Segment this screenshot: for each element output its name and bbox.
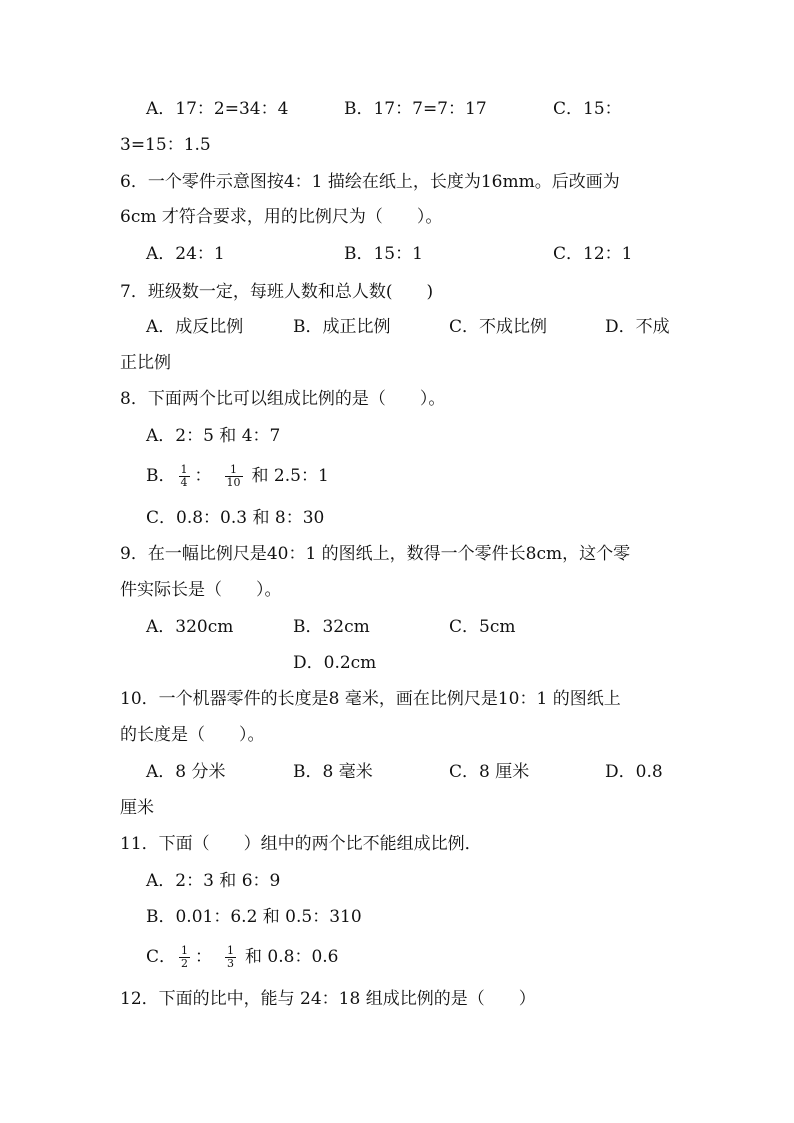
fraction-denominator: 10 (226, 476, 241, 489)
fraction-numerator: 1 (225, 464, 243, 477)
q5-option-c-continued: 3=15：1.5 (120, 135, 211, 155)
q9-option-b: B．32cm (293, 617, 370, 637)
q10-option-a: A．8 分米 (146, 762, 226, 782)
q5-option-c: C．15： (553, 99, 622, 119)
q11-option-b: B．0.01：6.2 和 0.5：310 (146, 907, 362, 927)
q11-fraction-2 (225, 945, 236, 970)
q11-option-c-suffix: 和 0.8：0.6 (245, 947, 339, 967)
q8-option-b-label: B． (146, 466, 176, 486)
q7-option-d: D．不成 (605, 317, 670, 337)
q10-option-d-continued: 厘米 (120, 798, 154, 818)
q7-stem: 7．班级数一定，每班人数和总人数( ) (120, 282, 434, 302)
fraction-denominator: 4 (180, 476, 188, 489)
q6-stem-line1: 6．一个零件示意图按4：1 描绘在纸上，长度为16mm。后改画为 (120, 172, 620, 192)
q7-option-d-continued: 正比例 (120, 353, 171, 373)
q7-option-a: A．成反比例 (146, 317, 244, 337)
q9-stem-line1: 9．在一幅比例尺是40：1 的图纸上，数得一个零件长8cm，这个零 (120, 544, 631, 564)
fraction-numerator: 1 (181, 944, 189, 957)
ratio-colon: ： (195, 947, 213, 967)
q8-option-b (146, 459, 329, 493)
q8-stem: 8．下面两个比可以组成比例的是（ ）。 (120, 389, 446, 409)
q9-stem-line2: 件实际长是（ ）。 (120, 580, 282, 600)
q12-stem: 12．下面的比中，能与 24：18 组成比例的是（ ） (120, 989, 536, 1009)
q10-option-d: D．0.8 (605, 762, 663, 782)
q10-option-b: B．8 毫米 (293, 762, 373, 782)
q11-option-c-label: C． (146, 947, 177, 967)
fraction-numerator: 1 (227, 944, 235, 957)
q10-stem-line1: 10．一个机器零件的长度是8 毫米，画在比例尺是10：1 的图纸上 (120, 689, 621, 709)
q10-option-c: C．8 厘米 (449, 762, 530, 782)
q6-option-b: B．15：1 (344, 244, 423, 264)
q9-option-d: D．0.2cm (293, 653, 377, 673)
q9-option-a: A．320cm (146, 617, 234, 637)
q11-option-c (146, 940, 339, 974)
q7-option-b: B．成正比例 (293, 317, 391, 337)
fraction-denominator: 3 (227, 957, 235, 970)
fraction-numerator: 1 (180, 463, 188, 476)
q6-option-a: A．24：1 (146, 244, 225, 264)
q11-option-a: A．2：3 和 6：9 (146, 871, 281, 891)
q8-option-b-suffix: 和 2.5：1 (251, 466, 329, 486)
q9-option-c: C．5cm (449, 617, 516, 637)
q8-option-c: C．0.8：0.3 和 8：30 (146, 508, 325, 528)
q5-option-b: B．17：7=7：17 (344, 99, 487, 119)
q8-fraction-1 (179, 464, 190, 489)
q11-stem: 11．下面（ ）组中的两个比不能组成比例． (120, 834, 482, 854)
q7-option-c: C．不成比例 (449, 317, 548, 337)
fraction-denominator: 2 (181, 957, 189, 970)
q8-fraction-2 (225, 464, 243, 489)
q10-stem-line2: 的长度是（ ）。 (120, 725, 265, 745)
q8-option-a: A．2：5 和 4：7 (146, 426, 281, 446)
q11-fraction-1 (179, 945, 190, 970)
q6-stem-line2: 6cm 才符合要求，用的比例尺为（ ）。 (120, 207, 443, 227)
q5-option-a: A．17：2=34：4 (146, 99, 289, 119)
q6-option-c: C．12：1 (553, 244, 633, 264)
ratio-colon: ： (194, 466, 212, 486)
